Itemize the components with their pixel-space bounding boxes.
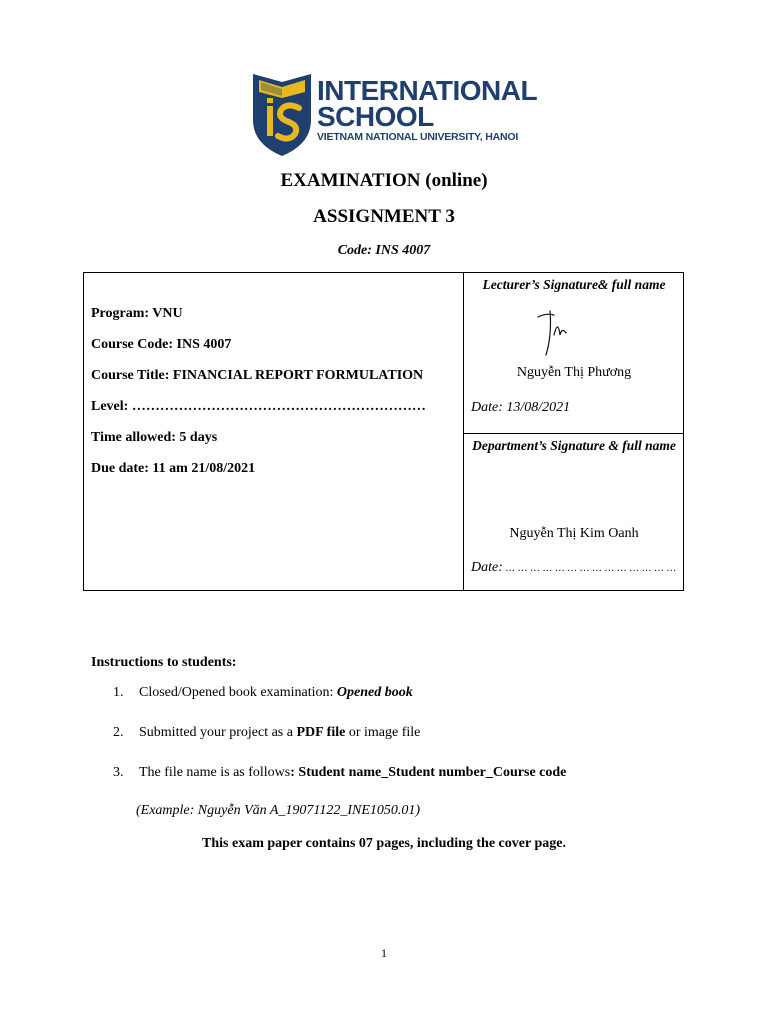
instruction-text: Closed/Opened book examination:: [139, 685, 337, 700]
instruction-number: 1.: [113, 685, 124, 700]
exam-code: Code: INS 4007: [337, 243, 431, 258]
page-number: 1: [381, 946, 387, 960]
level-line: Level: ………………………………………………………: [91, 399, 426, 414]
instruction-number: 3.: [113, 765, 124, 780]
time-allowed-line: Time allowed: 5 days: [91, 430, 218, 445]
lecturer-name: Nguyễn Thị Phương: [516, 365, 632, 380]
program-line: Program: VNU: [91, 306, 183, 321]
due-date-line: Due date: 11 am 21/08/2021: [91, 461, 256, 476]
shield-icon: [251, 68, 313, 158]
instruction-tail: or image file: [345, 725, 421, 740]
lecturer-date: Date: 13/08/2021: [471, 400, 571, 415]
instruction-emphasis: : Student name_Student number_Course code: [290, 765, 567, 780]
table-divider-horizontal: [463, 433, 684, 434]
logo-line-international: INTERNATIONAL: [317, 75, 538, 106]
course-code-line: Course Code: INS 4007: [91, 337, 232, 352]
instruction-emphasis: PDF file: [296, 725, 346, 740]
filename-example: (Example: Nguyễn Văn A_19071122_INE1050.01): [136, 803, 421, 818]
assignment-title: ASSIGNMENT 3: [313, 206, 455, 227]
instructions-heading: Instructions to students:: [91, 655, 237, 670]
department-date-label: Date:: [471, 560, 503, 575]
instruction-number: 2.: [113, 725, 124, 740]
logo-line-university: VIETNAM NATIONAL UNIVERSITY, HANOI: [317, 131, 519, 143]
lecturer-signature-header: Lecturer’s Signature& full name: [482, 277, 666, 292]
instruction-item-format: [139, 725, 420, 741]
lecturer-signature: [534, 305, 574, 360]
course-title-line: Course Title: FINANCIAL REPORT FORMULATION: [91, 368, 424, 383]
instruction-text: The file name is as follows: [139, 765, 291, 780]
department-signature-header: Department’s Signature & full name: [472, 438, 676, 453]
instruction-item-filename: [139, 765, 566, 781]
table-divider-vertical: [463, 273, 464, 590]
department-date: [471, 560, 676, 576]
department-date-dots: … … … … … … … … … … … … … …: [502, 563, 677, 574]
course-details: [91, 304, 459, 490]
exam-title: EXAMINATION (online): [280, 170, 488, 191]
logo-text: [317, 75, 538, 144]
department-name: Nguyễn Thị Kim Oanh: [509, 526, 639, 541]
logo-line-school: SCHOOL: [317, 101, 434, 132]
instruction-item-book: [139, 685, 413, 701]
instruction-text: Submitted your project as a: [139, 725, 297, 740]
page-count-note: This exam paper contains 07 pages, including the cover page.: [202, 836, 566, 851]
exam-info-table: [83, 272, 684, 591]
school-logo: [251, 68, 538, 158]
instruction-emphasis: Opened book: [336, 685, 413, 700]
